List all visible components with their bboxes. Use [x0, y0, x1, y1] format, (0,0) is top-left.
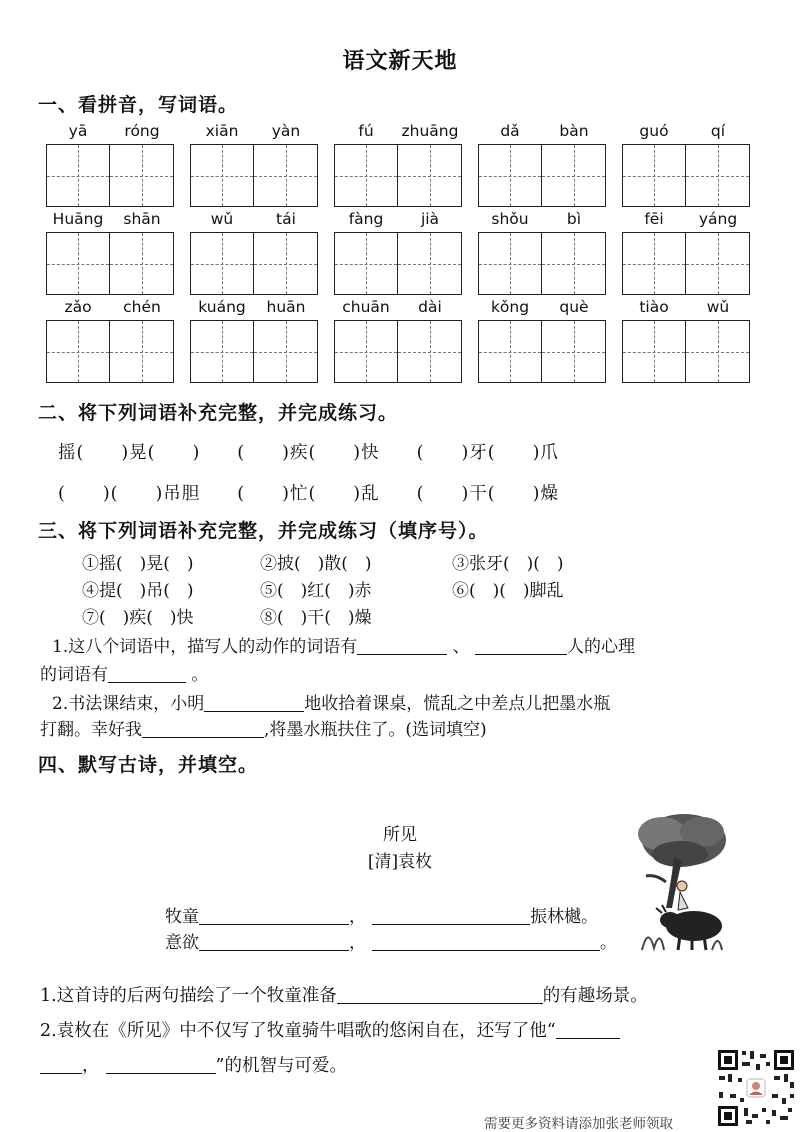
section3-item-2: ②披( )散( ) — [260, 554, 372, 574]
pinyin-syllable: bì — [566, 210, 582, 228]
writing-box[interactable] — [622, 320, 686, 383]
pinyin-syllable: bàn — [559, 122, 589, 140]
q2-text-4: ,将墨水瓶扶住了。(选词填空) — [264, 720, 487, 740]
section3-heading: 三、将下列词语补充完整，并完成练习（填序号）。 — [38, 520, 489, 542]
answer-blank[interactable] — [337, 985, 543, 1004]
q2-text-2: 地收拾着课桌，慌乱之中差点儿把墨水瓶 — [304, 694, 611, 714]
writing-box[interactable] — [254, 144, 318, 207]
pinyin-syllable: dài — [418, 298, 442, 316]
poem-author: [清]袁枚 — [367, 852, 433, 872]
writing-box[interactable] — [190, 232, 254, 295]
answer-blank[interactable] — [108, 664, 186, 683]
section4-q2-line2 — [40, 1052, 347, 1077]
s4-q1-text-2: 的有趣场景。 — [542, 986, 648, 1006]
writing-box[interactable] — [686, 320, 750, 383]
section3-item-5: ⑤( )红( )赤 — [260, 581, 372, 601]
pinyin-syllable: jià — [420, 210, 440, 228]
writing-box[interactable] — [46, 144, 110, 207]
section3-item-8: ⑧( )干( )燥 — [260, 608, 372, 628]
q1-text-2: 人的心理 — [567, 637, 636, 657]
writing-box[interactable] — [542, 144, 606, 207]
writing-box[interactable] — [46, 320, 110, 383]
section3-q2-line2 — [40, 715, 487, 740]
writing-box[interactable] — [254, 232, 318, 295]
pinyin-syllable: zǎo — [64, 298, 92, 316]
poem-line2-end: 。 — [600, 933, 617, 953]
section3-q2-line1 — [52, 689, 610, 714]
writing-box[interactable] — [254, 320, 318, 383]
q1-text: 1.这八个词语中，描写人的动作的词语有 — [52, 637, 358, 657]
s4-q2-text: 2.袁枚在《所见》中不仅写了牧童骑牛唱歌的悠闲自在，还写了他“ — [40, 1021, 556, 1041]
poem-line2-comma: ， — [349, 933, 366, 953]
answer-blank[interactable] — [475, 636, 567, 655]
writing-box[interactable] — [686, 144, 750, 207]
section3-item-3: ③张牙( )( ) — [452, 554, 564, 574]
writing-box[interactable] — [110, 320, 174, 383]
writing-box[interactable] — [46, 232, 110, 295]
pinyin-syllable: tiào — [639, 298, 669, 316]
writing-box[interactable] — [686, 232, 750, 295]
writing-box[interactable] — [334, 320, 398, 383]
answer-blank[interactable] — [372, 906, 530, 925]
q1-end: 。 — [191, 665, 209, 685]
writing-box[interactable] — [622, 144, 686, 207]
poem-line1-comma: ， — [349, 907, 366, 927]
section4-q2-line1 — [40, 1017, 620, 1042]
pinyin-syllable: zhuāng — [401, 122, 459, 140]
answer-blank[interactable] — [357, 636, 447, 655]
poem-line1-end: 振林樾。 — [530, 907, 598, 927]
poem-title: 所见 — [383, 825, 417, 845]
answer-blank[interactable] — [106, 1055, 216, 1074]
writing-box[interactable] — [398, 144, 462, 207]
q1-sep: 、 — [452, 637, 470, 657]
pinyin-syllable: fàng — [348, 210, 384, 228]
poem-line-1 — [165, 902, 598, 927]
poem-line2-start: 意欲 — [165, 933, 199, 953]
pinyin-syllable: què — [559, 298, 589, 316]
page-title: 语文新天地 — [342, 48, 458, 74]
writing-box[interactable] — [110, 232, 174, 295]
section4-q1 — [40, 982, 648, 1007]
s4-q2-text-2: ”的机智与可爱。 — [215, 1056, 347, 1076]
pinyin-syllable: tái — [276, 210, 296, 228]
pinyin-syllable: róng — [124, 122, 160, 140]
writing-box[interactable] — [398, 320, 462, 383]
pinyin-syllable: yáng — [698, 210, 738, 228]
s4-q2-comma: ， — [82, 1056, 100, 1076]
pinyin-syllable: wǔ — [210, 210, 234, 228]
section3-item-6: ⑥( )( )脚乱 — [452, 581, 564, 601]
section3-item-4: ④提( )吊( ) — [82, 581, 194, 601]
section3-item-1: ①摇( )晃( ) — [82, 554, 194, 574]
writing-box[interactable] — [190, 144, 254, 207]
pinyin-syllable: huān — [266, 298, 306, 316]
writing-box[interactable] — [542, 232, 606, 295]
pinyin-syllable: shǒu — [491, 210, 529, 228]
section3-item-7: ⑦( )疾( )快 — [82, 608, 194, 628]
answer-blank[interactable] — [204, 693, 304, 712]
q2-text: 2.书法课结束，小明 — [52, 694, 205, 714]
pinyin-syllable: wǔ — [706, 298, 730, 316]
pinyin-syllable: yàn — [271, 122, 301, 140]
answer-blank[interactable] — [142, 719, 264, 738]
writing-box[interactable] — [478, 144, 542, 207]
answer-blank[interactable] — [40, 1055, 82, 1074]
answer-blank[interactable] — [556, 1020, 620, 1039]
section1-heading: 一、看拼音，写词语。 — [38, 94, 239, 116]
section2-heading: 二、将下列词语补充完整，并完成练习。 — [38, 402, 399, 424]
section4-heading: 四、默写古诗，并填空。 — [38, 754, 259, 776]
s4-q1-text: 1.这首诗的后两句描绘了一个牧童准备 — [40, 986, 337, 1006]
writing-box[interactable] — [478, 320, 542, 383]
section2-line1: 摇( )晃( ) ( )疾( )快 ( )牙( )爪 — [58, 443, 559, 463]
footer-note: 需要更多资料请添加张老师领取 — [484, 1116, 673, 1132]
pinyin-syllable: kǒng — [490, 298, 530, 316]
writing-box[interactable] — [542, 320, 606, 383]
pinyin-syllable: fú — [358, 122, 374, 140]
herd-boy-illustration — [622, 808, 732, 953]
writing-box[interactable] — [334, 232, 398, 295]
writing-box[interactable] — [190, 320, 254, 383]
poem-line1-start: 牧童 — [165, 907, 199, 927]
writing-box[interactable] — [334, 144, 398, 207]
pinyin-syllable: chén — [123, 298, 161, 316]
writing-box[interactable] — [622, 232, 686, 295]
pinyin-syllable: qí — [710, 122, 726, 140]
pinyin-syllable: yā — [68, 122, 88, 140]
poem-line-2 — [165, 928, 617, 953]
answer-blank[interactable] — [199, 932, 349, 951]
pinyin-syllable: fēi — [644, 210, 664, 228]
pinyin-syllable: dǎ — [500, 122, 520, 140]
qr-code — [716, 1048, 796, 1128]
answer-blank[interactable] — [372, 932, 600, 951]
section3-q1-line1 — [52, 632, 635, 657]
section2-line2: ( )( )吊胆 ( )忙( )乱 ( )干( )燥 — [58, 484, 559, 504]
q2-text-3: 打翻。幸好我 — [40, 720, 142, 740]
answer-blank[interactable] — [199, 906, 349, 925]
writing-box[interactable] — [398, 232, 462, 295]
pinyin-syllable: xiān — [205, 122, 239, 140]
section3-q1-line2 — [40, 660, 208, 685]
pinyin-syllable: Huāng — [52, 210, 104, 228]
writing-box[interactable] — [478, 232, 542, 295]
pinyin-syllable: shān — [123, 210, 161, 228]
pinyin-syllable: guó — [639, 122, 669, 140]
writing-box[interactable] — [110, 144, 174, 207]
q1-text-3: 的词语有 — [40, 665, 108, 685]
pinyin-syllable: kuáng — [198, 298, 246, 316]
pinyin-syllable: chuān — [342, 298, 390, 316]
